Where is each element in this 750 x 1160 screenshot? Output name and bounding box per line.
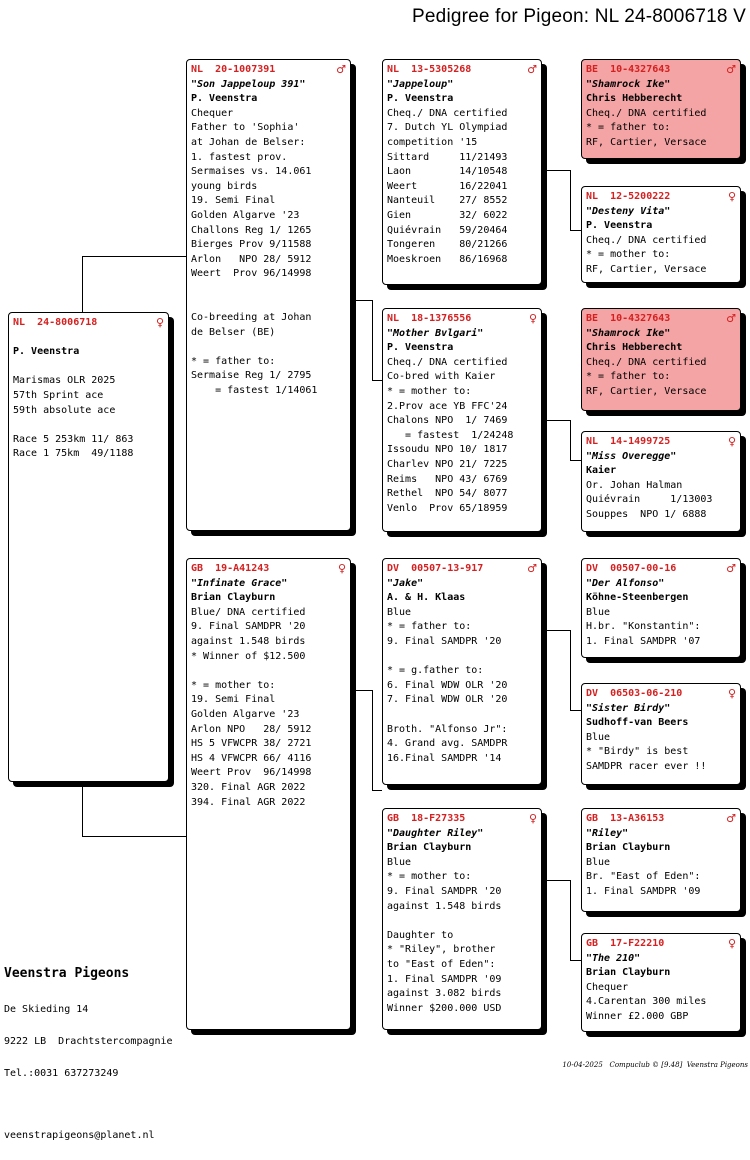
info-line: de Belser (BE) (191, 326, 276, 338)
info-line: * "Riley", brother (387, 944, 496, 956)
info-line: Arlon NPO 28/ 5912 (191, 253, 312, 265)
breeder: P. Veenstra (387, 93, 454, 105)
info-line: * Winner of $12.500 (191, 650, 306, 662)
pigeon-name: "Jake" (387, 577, 424, 589)
info-line: 57th Sprint ace (13, 389, 104, 401)
pigeon-name: "Shamrock Ike" (586, 327, 671, 339)
sex-icon: ♂ (527, 63, 537, 76)
pedigree-card-sire (186, 59, 351, 531)
info-line (191, 282, 346, 297)
info-line: Chalons NPO 1/ 7469 (387, 415, 508, 427)
info-line: SAMDPR racer ever !! (586, 760, 707, 772)
pedigree-card-sire-dam-sire (581, 308, 741, 411)
print-info: 10-04-2025 Compuclub © [9.48] Veenstra Pigeons (562, 1061, 748, 1069)
info-line: Father to 'Sophia' (191, 122, 300, 134)
sex-icon: ♀ (337, 562, 346, 575)
breeder: P. Veenstra (387, 342, 454, 354)
breeder: Sudhoff-van Beers (586, 717, 689, 729)
ring-number: NL 13-5305268 ♂ (387, 63, 537, 76)
sex-icon: ♂ (726, 63, 736, 76)
pedigree-card-dam-sire (382, 558, 542, 785)
ring-number: DV 06503-06-210 ♀ (586, 687, 736, 700)
info-line: 2.Prov ace YB FFC'24 (387, 400, 508, 412)
breeder: Brian Clayburn (191, 592, 276, 604)
breeder: Brian Clayburn (586, 842, 671, 854)
info-line: = fastest 1/24248 (387, 429, 514, 441)
info-line: Weert 16/22041 (387, 180, 508, 192)
breeder: Köhne-Steenbergen (586, 592, 689, 604)
info-line: Cheq./ DNA certified (387, 107, 508, 119)
info-line: * = father to: (191, 355, 276, 367)
info-line: 320. Final AGR 2022 (191, 781, 306, 793)
info-line: Blue (586, 856, 611, 868)
info-line: Blue (586, 606, 611, 618)
info-line: Moeskroen 86/16968 (387, 253, 508, 265)
info-line: Race 5 253km 11/ 863 (13, 433, 134, 445)
info-line: against 1.548 birds (191, 635, 306, 647)
info-line: 4.Carentan 300 miles (586, 996, 707, 1008)
info-line: Issoudu NPO 10/ 1817 (387, 444, 508, 456)
ring-number: NL 18-1376556 ♀ (387, 312, 537, 325)
info-line: competition '15 (387, 136, 478, 148)
info-line (387, 708, 537, 723)
info-line: Tongeren 80/21266 (387, 239, 508, 251)
info-line: * "Birdy" is best (586, 746, 689, 758)
info-line: RF, Cartier, Versace (586, 136, 707, 148)
ring-number: GB 17-F22210 ♀ (586, 937, 736, 950)
info-line: 1. Final SAMDPR '07 (586, 635, 701, 647)
info-line: * = father to: (586, 371, 671, 383)
info-line (191, 340, 346, 355)
pedigree-card-dam-dam (382, 808, 542, 1030)
pigeon-name: "Sister Birdy" (586, 702, 671, 714)
info-line: HS 5 VFWCPR 38/ 2721 (191, 738, 312, 750)
pigeon-name: "Jappeloup" (387, 78, 454, 90)
info-line: * = g.father to: (387, 665, 484, 677)
info-line: Charlev NPO 21/ 7225 (387, 458, 508, 470)
sex-icon: ♂ (726, 812, 736, 825)
sex-icon: ♀ (727, 937, 736, 950)
pedigree-card-dam-dam-dam (581, 933, 741, 1032)
info-line: 9. Final SAMDPR '20 (191, 621, 306, 633)
address-line-2: 9222 LB Drachtstercompagnie (4, 1036, 173, 1047)
info-line: Sermaise Reg 1/ 2795 (191, 370, 312, 382)
info-line: 394. Final AGR 2022 (191, 796, 306, 808)
info-line (191, 664, 346, 679)
info-line: at Johan de Belser: (191, 136, 306, 148)
info-line: Challons Reg 1/ 1265 (191, 224, 312, 236)
info-line: * = mother to: (387, 871, 472, 883)
info-line (191, 297, 346, 312)
info-line: Marismas OLR 2025 (13, 375, 116, 387)
pigeon-name: "Shamrock Ike" (586, 78, 671, 90)
pedigree-card-sire-sire (382, 59, 542, 285)
info-line: Daughter to (387, 929, 454, 941)
info-line: Gien 32/ 6022 (387, 209, 508, 221)
info-line: Winner £2.000 GBP (586, 1010, 689, 1022)
pigeon-name: "Desteny Vita" (586, 205, 671, 217)
info-line: 16.Final SAMDPR '14 (387, 752, 502, 764)
info-line: * = mother to: (191, 679, 276, 691)
page-title: Pedigree for Pigeon: NL 24-8006718 V (412, 6, 746, 27)
info-line: Chequer (191, 107, 234, 119)
sex-icon: ♂ (527, 562, 537, 575)
info-line (387, 650, 537, 665)
info-line: Quiévrain 1/13003 (586, 494, 713, 506)
breeder: Brian Clayburn (586, 967, 671, 979)
info-line: Sittard 11/21493 (387, 151, 508, 163)
info-line: * = father to: (387, 621, 472, 633)
ring-number: NL 12-5200222 ♀ (586, 190, 736, 203)
info-line (13, 360, 164, 375)
info-line: Co-bred with Kaier (387, 371, 496, 383)
info-line: Or. Johan Halman (586, 479, 683, 491)
info-line: Race 1 75km 49/1188 (13, 448, 134, 460)
pedigree-card-sire-sire-dam (581, 186, 741, 283)
breeder: P. Veenstra (13, 346, 80, 358)
pigeon-name: "Son Jappeloup 391" (191, 78, 306, 90)
info-line: Cheq./ DNA certified (586, 356, 707, 368)
info-line: against 1.548 birds (387, 900, 502, 912)
ring-number: BE 10-4327643 ♂ (586, 63, 736, 76)
info-line: Weert Prov 96/14998 (191, 767, 312, 779)
pedigree-card-dam (186, 558, 351, 1030)
ring-number: BE 10-4327643 ♂ (586, 312, 736, 325)
info-line: Nanteuil 27/ 8552 (387, 195, 508, 207)
info-line: 7. Final WDW OLR '20 (387, 694, 508, 706)
info-line: * = mother to: (586, 249, 671, 261)
breeder: Brian Clayburn (387, 842, 472, 854)
info-line: Cheq./ DNA certified (586, 234, 707, 246)
ring-number: NL 14-1499725 ♀ (586, 435, 736, 448)
pigeon-name: "Infinate Grace" (191, 577, 288, 589)
info-line: Br. "East of Eden": (586, 871, 701, 883)
email: veenstrapigeons@planet.nl (4, 1130, 155, 1141)
ring-number: DV 00507-00-16 ♂ (586, 562, 736, 575)
pedigree-card-main (8, 312, 169, 782)
pigeon-name: "Mother Bvlgari" (387, 327, 484, 339)
info-line: HS 4 VFWCPR 66/ 4116 (191, 752, 312, 764)
breeder: Kaier (586, 465, 617, 477)
info-line: 6. Final WDW OLR '20 (387, 679, 508, 691)
address-line-1: De Skieding 14 (4, 1004, 89, 1015)
info-line: 4. Grand avg. SAMDPR (387, 738, 508, 750)
breeder: P. Veenstra (586, 220, 653, 232)
info-line: Blue (586, 731, 611, 743)
info-line: Weert Prov 96/14998 (191, 268, 312, 280)
info-line: Golden Algarve '23 (191, 708, 300, 720)
info-line: 1. Final SAMDPR '09 (387, 973, 502, 985)
info-line: 7. Dutch YL Olympiad (387, 122, 508, 134)
info-line (387, 914, 537, 929)
pedigree-card-dam-dam-sire (581, 808, 741, 912)
phone: Tel.:0031 637273249 (4, 1068, 119, 1079)
info-line: Arlon NPO 28/ 5912 (191, 723, 312, 735)
info-line: Chequer (586, 981, 629, 993)
sex-icon: ♂ (336, 63, 346, 76)
info-line: Winner $200.000 USD (387, 1002, 502, 1014)
info-line: Quiévrain 59/20464 (387, 224, 508, 236)
info-line: Blue (387, 856, 412, 868)
info-line: * = mother to: (387, 385, 472, 397)
info-line: 19. Semi Final (191, 195, 276, 207)
breeder-contact (4, 950, 173, 1160)
sex-icon: ♀ (528, 812, 537, 825)
info-line: Rethel NPO 54/ 8077 (387, 488, 508, 500)
sex-icon: ♀ (727, 687, 736, 700)
info-line: Laon 14/10548 (387, 166, 508, 178)
breeder: A. & H. Klaas (387, 592, 466, 604)
info-line: * = father to: (586, 122, 671, 134)
info-line: Co-breeding at Johan (191, 312, 312, 324)
pigeon-name: "Miss Overegge" (586, 450, 677, 462)
info-line: RF, Cartier, Versace (586, 263, 707, 275)
info-line: H.br. "Konstantin": (586, 621, 701, 633)
breeder: Chris Hebberecht (586, 93, 683, 105)
pigeon-name: "Riley" (586, 827, 629, 839)
info-line: Blue/ DNA certified (191, 606, 306, 618)
ring-number: DV 00507-13-917 ♂ (387, 562, 537, 575)
info-line: Venlo Prov 65/18959 (387, 502, 508, 514)
sex-icon: ♀ (727, 435, 736, 448)
pedigree-card-sire-sire-sire (581, 59, 741, 159)
pedigree-card-sire-dam (382, 308, 542, 532)
pigeon-name: "Daughter Riley" (387, 827, 484, 839)
pedigree-card-dam-sire-sire (581, 558, 741, 658)
info-line: Sermaises vs. 14.061 (191, 166, 312, 178)
info-line: young birds (191, 180, 258, 192)
sex-icon: ♀ (528, 312, 537, 325)
info-line (13, 418, 164, 433)
pigeon-name: "Der Alfonso" (586, 577, 665, 589)
ring-number: GB 19-A41243 ♀ (191, 562, 346, 575)
ring-number: NL 20-1007391 ♂ (191, 63, 346, 76)
info-line: Golden Algarve '23 (191, 209, 300, 221)
info-line: Souppes NPO 1/ 6888 (586, 508, 707, 520)
info-line: Cheq./ DNA certified (387, 356, 508, 368)
ring-number: GB 18-F27335 ♀ (387, 812, 537, 825)
info-line: Blue (387, 606, 412, 618)
info-line: RF, Cartier, Versace (586, 385, 707, 397)
breeder: Chris Hebberecht (586, 342, 683, 354)
sex-icon: ♀ (727, 190, 736, 203)
sex-icon: ♀ (155, 316, 164, 329)
info-line: Cheq./ DNA certified (586, 107, 707, 119)
breeder-name: Veenstra Pigeons (4, 966, 130, 981)
sex-icon: ♂ (726, 562, 736, 575)
info-line: = fastest 1/14061 (191, 385, 318, 397)
info-line: 59th absolute ace (13, 404, 116, 416)
ring-number: GB 13-A36153 ♂ (586, 812, 736, 825)
ring-number: NL 24-8006718 ♀ (13, 316, 164, 329)
info-line: 19. Semi Final (191, 694, 276, 706)
pedigree-card-sire-dam-dam (581, 431, 741, 532)
info-line: Bierges Prov 9/11588 (191, 239, 312, 251)
info-line: Broth. "Alfonso Jr": (387, 723, 508, 735)
info-line: 1. fastest prov. (191, 151, 288, 163)
info-line: Reims NPO 43/ 6769 (387, 473, 508, 485)
info-line: 9. Final SAMDPR '20 (387, 635, 502, 647)
sex-icon: ♂ (726, 312, 736, 325)
breeder: P. Veenstra (191, 93, 258, 105)
info-line: 9. Final SAMDPR '20 (387, 885, 502, 897)
pedigree-card-dam-sire-dam (581, 683, 741, 785)
info-line: against 3.082 birds (387, 988, 502, 1000)
info-line: 1. Final SAMDPR '09 (586, 885, 701, 897)
pigeon-name: "The 210" (586, 952, 641, 964)
info-line: to "East of Eden": (387, 958, 496, 970)
